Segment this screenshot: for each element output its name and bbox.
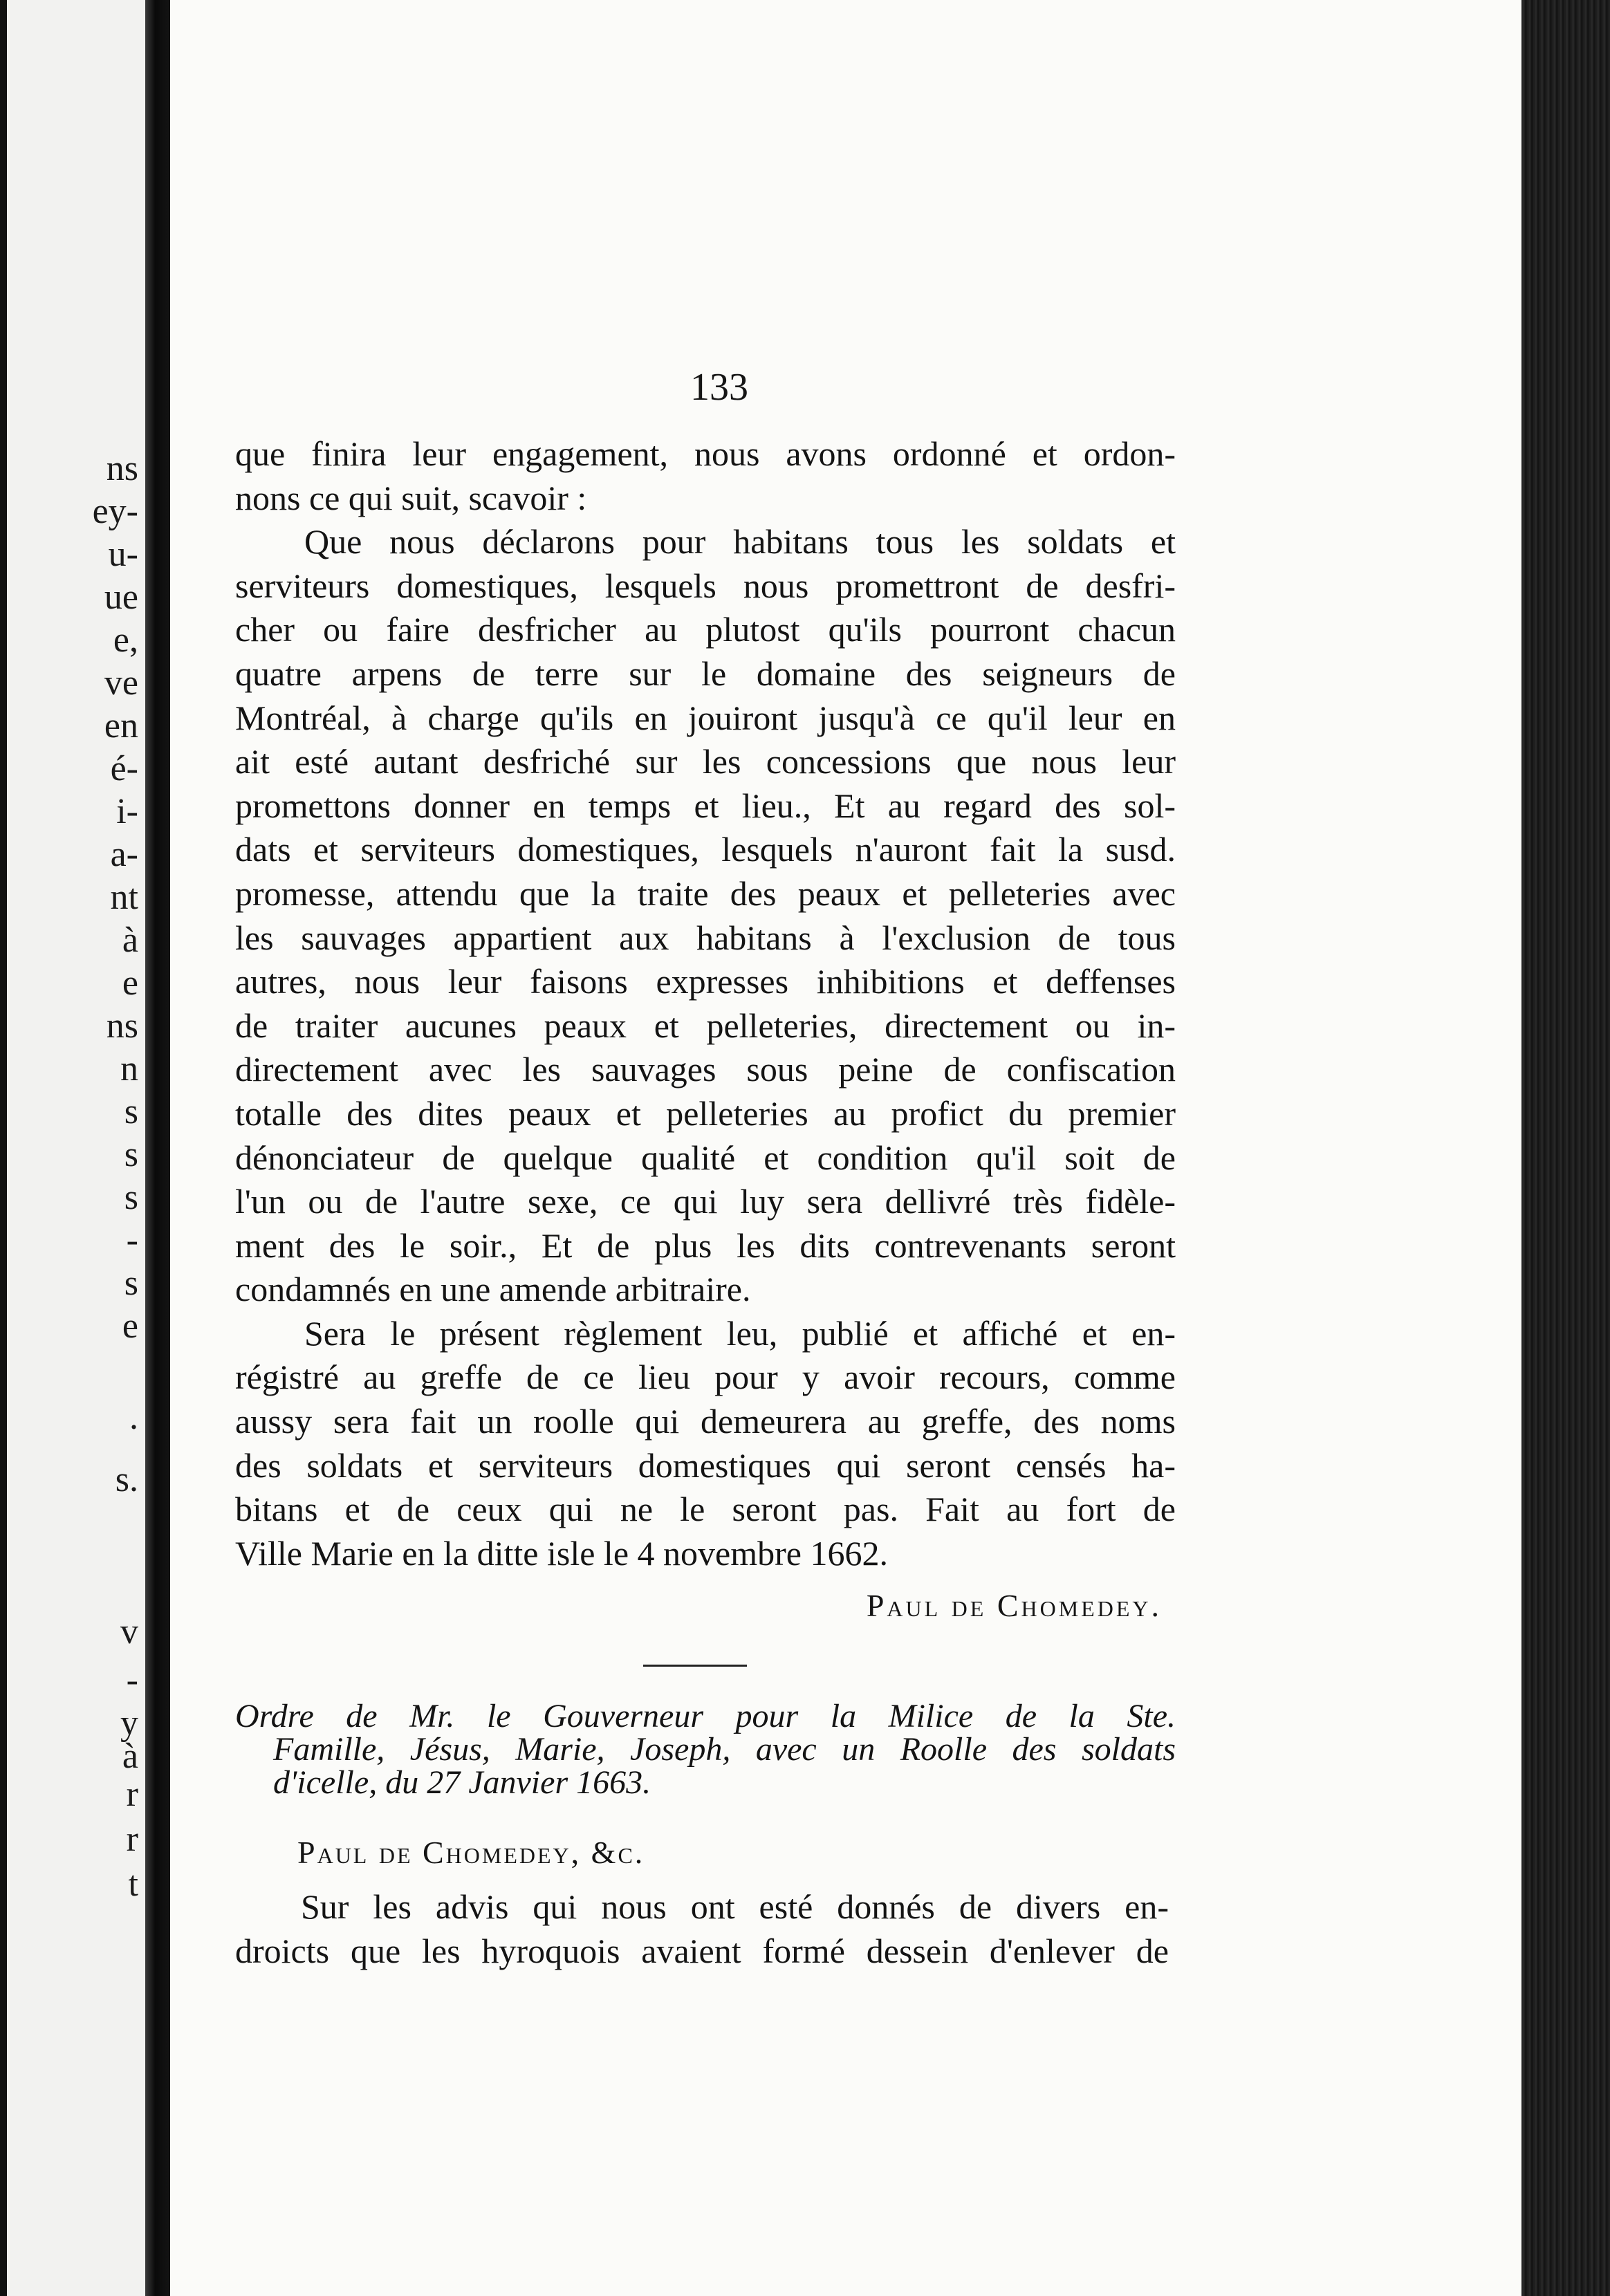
fragment-text: r [126, 1820, 138, 1859]
fragment-text: ns [106, 449, 138, 488]
fragment-text: . [129, 1398, 138, 1437]
fragment-text: ns [106, 1006, 138, 1046]
text-line: cher ou faire desfricher au plutost qu'ils pourront chacun [235, 610, 1176, 649]
text-line: Ville Marie en la ditte isle le 4 novembre 1662. [235, 1533, 888, 1573]
section-divider [643, 1665, 747, 1667]
fragment-text: a- [110, 835, 138, 874]
fragment-text: s [124, 1092, 138, 1131]
heading-line: Ordre de Mr. le Gouverneur pour la Milice de la Ste. [235, 1698, 1176, 1734]
fragment-text: à [122, 1737, 138, 1776]
fragment-text: - [126, 1660, 138, 1700]
fragment-text: v [120, 1612, 138, 1651]
text-line: quatre arpens de terre sur le domaine des seigneurs de [235, 654, 1176, 693]
fragment-text: nt [110, 878, 138, 917]
fragment-text: s [124, 1135, 138, 1174]
fragment-text: e, [113, 620, 138, 660]
fragment-text: t [128, 1864, 138, 1904]
body-text-continued [235, 1885, 1169, 1973]
text-line: condamnés en une amende arbitraire. [235, 1270, 751, 1309]
fragment-text: s [124, 1178, 138, 1217]
text-line: serviteurs domestiques, lesquels nous promettront de desfri- [235, 566, 1176, 605]
signature: Paul de Chomedey. [866, 1588, 1162, 1623]
page-number: 133 [690, 366, 748, 409]
text-line: de traiter aucunes peaux et pelleteries, directement ou in- [235, 1006, 1176, 1045]
text-line: ait esté autant desfriché sur les concessions que nous leur [235, 742, 1176, 781]
fragment-text: r [126, 1775, 138, 1814]
previous-page-fragments [7, 0, 145, 2296]
text-line: promesse, attendu que la traite des peaux et pelleteries avec [235, 873, 1176, 913]
fragment-text: é- [110, 749, 138, 788]
fragment-text: y [120, 1703, 138, 1743]
text-line: l'un ou de l'autre sexe, ce qui luy sera dellivré très fidèle- [235, 1182, 1176, 1221]
text-line: ment des le soir., Et de plus les dits contrevenants seront [235, 1225, 1176, 1265]
fragment-text: - [126, 1221, 138, 1260]
text-line: dénonciateur de quelque qualité et condition qu'il soit de [235, 1138, 1176, 1177]
text-line: des soldats et serviteurs domestiques qui seront censés ha- [235, 1445, 1176, 1485]
book-page-edges [1521, 0, 1610, 2296]
body-text [235, 432, 1176, 1575]
text-line: Sur les advis qui nous ont esté donnés de divers en- [301, 1887, 1169, 1926]
section-heading [235, 1700, 1176, 1799]
fragment-text: n [120, 1049, 138, 1089]
fragment-text: e [122, 1306, 138, 1346]
text-line: directement avec les sauvages sous peine de confiscation [235, 1050, 1176, 1089]
text-line: Sera le présent règlement leu, publié et affiché et en- [304, 1313, 1176, 1353]
fragment-text: e [122, 963, 138, 1003]
scan-border-left [0, 0, 7, 2296]
fragment-text: ve [104, 663, 138, 703]
fragment-text: s [124, 1263, 138, 1303]
fragment-text: u- [108, 535, 138, 574]
text-line: Que nous déclarons pour habitans tous les soldats et [304, 522, 1176, 562]
text-line: bitans et de ceux qui ne le seront pas. Fait au fort de [235, 1490, 1176, 1529]
text-line: dats et serviteurs domestiques, lesquels n'auront fait la susd. [235, 830, 1176, 869]
text-line: promettons donner en temps et lieu., Et au regard des sol- [235, 786, 1176, 825]
text-line: les sauvages appartient aux habitans à l'exclusion de tous [235, 918, 1176, 957]
text-line: droicts que les hyroquois avaient formé dessein d'enlever de [235, 1932, 1169, 1970]
fragment-text: à [122, 920, 138, 960]
text-line: nons ce qui suit, scavoir : [235, 478, 587, 517]
fragment-text: en [104, 706, 138, 746]
fragment-text: s. [115, 1460, 138, 1499]
heading-line: Famille, Jésus, Marie, Joseph, avec un Roolle des soldats [273, 1731, 1176, 1768]
text-line: régistré au greffe de ce lieu pour y avoir recours, comme [235, 1358, 1176, 1397]
fragment-text: ue [104, 577, 138, 617]
fragment-text: ey- [92, 492, 138, 531]
heading-line: d'icelle, du 27 Janvier 1663. [273, 1764, 651, 1801]
salutation: Paul de Chomedey, &c. [297, 1835, 645, 1870]
text-line: que finira leur engagement, nous avons ordonné et ordon- [235, 434, 1176, 473]
text-line: aussy sera fait un roolle qui demeurera au greffe, des noms [235, 1402, 1176, 1441]
text-line: autres, nous leur faisons expresses inhibitions et deffenses [235, 962, 1176, 1001]
text-line: totalle des dites peaux et pelleteries au profict du premier [235, 1093, 1176, 1133]
book-gutter [145, 0, 170, 2296]
fragment-text: i- [116, 792, 138, 831]
text-line: Montréal, à charge qu'ils en jouiront jusqu'à ce qu'il leur en [235, 698, 1176, 737]
